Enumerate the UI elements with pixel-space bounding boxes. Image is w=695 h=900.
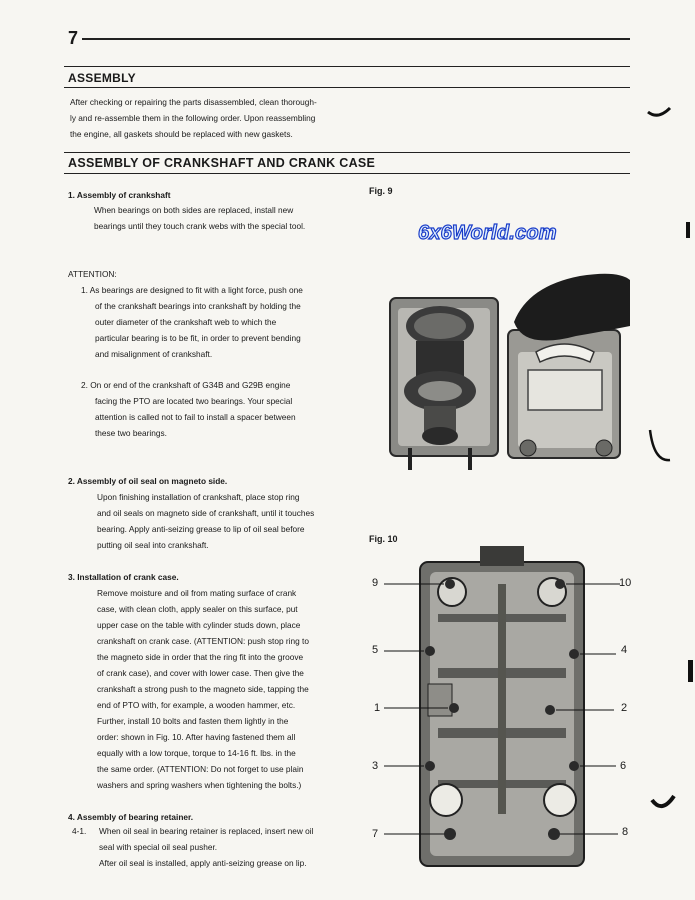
fig10-callout-6: 6: [620, 760, 627, 772]
attention-2-line-3: attention is called not to fail to install a spacer between: [95, 412, 296, 422]
attention-1-line-3: outer diameter of the crankshaft web to which the: [95, 317, 277, 327]
section-4-title: 4. Assembly of bearing retainer.: [68, 812, 194, 822]
fig10-callout-1: 1: [374, 702, 381, 714]
section-3-line-11: equally with a low torque, torque to 14-16 ft. lbs. in the: [97, 748, 296, 758]
attention-2-line-1: 2. On or end of the crankshaft of G34B and G29B engine: [81, 380, 291, 390]
section-2-line-4: putting oil seal into crankshaft.: [97, 540, 209, 550]
watermark: 6x6World.com: [418, 222, 557, 244]
assembly-top-rule: [64, 66, 630, 67]
section-3-line-2: case, with clean cloth, apply sealer on this surface, put: [97, 604, 298, 614]
section-4-line-3: After oil seal is installed, apply anti-seizing grease on lip.: [99, 858, 307, 868]
assembly-bottom-rule: [64, 87, 630, 88]
crank-bottom-rule: [64, 173, 630, 174]
section-2-title: 2. Assembly of oil seal on magneto side.: [68, 476, 228, 486]
attention-1-line-4: particular bearing is to be fit, in order to prevent bending: [95, 333, 301, 343]
fig10-photo: [368, 544, 636, 874]
assembly-line-2: ly and re-assemble them in the following order. Upon reassembling: [70, 113, 316, 123]
attention-2-line-4: these two bearings.: [95, 428, 167, 438]
section-4-line-2: seal with special oil seal pusher.: [99, 842, 218, 852]
fig10-callout-7: 7: [372, 828, 379, 840]
section-3-line-5: the magneto side in order that the ring fit into the groove: [97, 652, 304, 662]
attention-2-line-2: facing the PTO are located two bearings. Your special: [95, 396, 293, 406]
fig10-callout-9: 9: [372, 577, 379, 589]
section-3-line-8: end of PTO with, for example, a wooden hammer, etc.: [97, 700, 296, 710]
fig10-callout-4: 4: [621, 644, 628, 656]
fig10-callout-2: 2: [621, 702, 628, 714]
section-2-line-2: and oil seals on magneto side of crankshaft, until it touches: [97, 508, 315, 518]
section-3-line-6: of crank case), and cover with lower case. Then give the: [97, 668, 304, 678]
fig10-callout-3: 3: [372, 760, 379, 772]
section-3-line-4: crankshaft on crank case. (ATTENTION: push stop ring to: [97, 636, 309, 646]
section-3-line-12: the same order. (ATTENTION: Do not forget to use plain: [97, 764, 304, 774]
section-3-title: 3. Installation of crank case.: [68, 572, 179, 582]
header-rule: [82, 38, 630, 40]
page-number: 7: [68, 28, 79, 48]
attention-1-line-2: of the crankshaft bearings into crankshaft by holding the: [95, 301, 301, 311]
attention-1-line-1: 1. As bearings are designed to fit with a light force, push one: [81, 285, 303, 295]
section-4-subnumber: 4-1.: [72, 826, 87, 836]
section-1-title: 1. Assembly of crankshaft: [68, 190, 171, 200]
section-3-line-3: upper case on the table with cylinder studs down, place: [97, 620, 301, 630]
scan-artifacts: [640, 90, 695, 830]
fig10-callout-5: 5: [372, 644, 379, 656]
section-2-line-3: bearing. Apply anti-seizing grease to lip of oil seal before: [97, 524, 305, 534]
section-3-line-10: order: shown in Fig. 10. After having fastened them all: [97, 732, 296, 742]
section-3-line-9: Further, install 10 bolts and fasten them lightly in the: [97, 716, 289, 726]
section-3-line-7: crankshaft a strong push to the magneto side, tapping the: [97, 684, 309, 694]
attention-1-line-5: and misalignment of crankshaft.: [95, 349, 213, 359]
section-3-line-13: washers and spring washers when tightening the bolts.): [97, 780, 302, 790]
fig10-callout-8: 8: [622, 826, 629, 838]
section-1-line-2: bearings until they touch crank webs with the special tool.: [94, 221, 306, 231]
assembly-line-3: the engine, all gaskets should be replaced with new gaskets.: [70, 129, 293, 139]
assembly-line-1: After checking or repairing the parts disassembled, clean thorough-: [70, 97, 317, 107]
fig10-callout-10: 10: [619, 577, 632, 589]
crank-heading: ASSEMBLY OF CRANKSHAFT AND CRANK CASE: [68, 156, 376, 170]
crank-top-rule: [64, 152, 630, 153]
section-4-line-1: When oil seal in bearing retainer is replaced, insert new oil: [99, 826, 314, 836]
attention-label: ATTENTION:: [68, 269, 117, 279]
assembly-heading: ASSEMBLY: [68, 71, 136, 85]
section-2-line-1: Upon finishing installation of crankshaft, place stop ring: [97, 492, 300, 502]
section-3-line-1: Remove moisture and oil from mating surface of crank: [97, 588, 297, 598]
fig10-label: Fig. 10: [369, 534, 398, 544]
fig9-label: Fig. 9: [369, 186, 393, 196]
section-1-line-1: When bearings on both sides are replaced, install new: [94, 205, 294, 215]
fig9-photo: [368, 266, 632, 478]
